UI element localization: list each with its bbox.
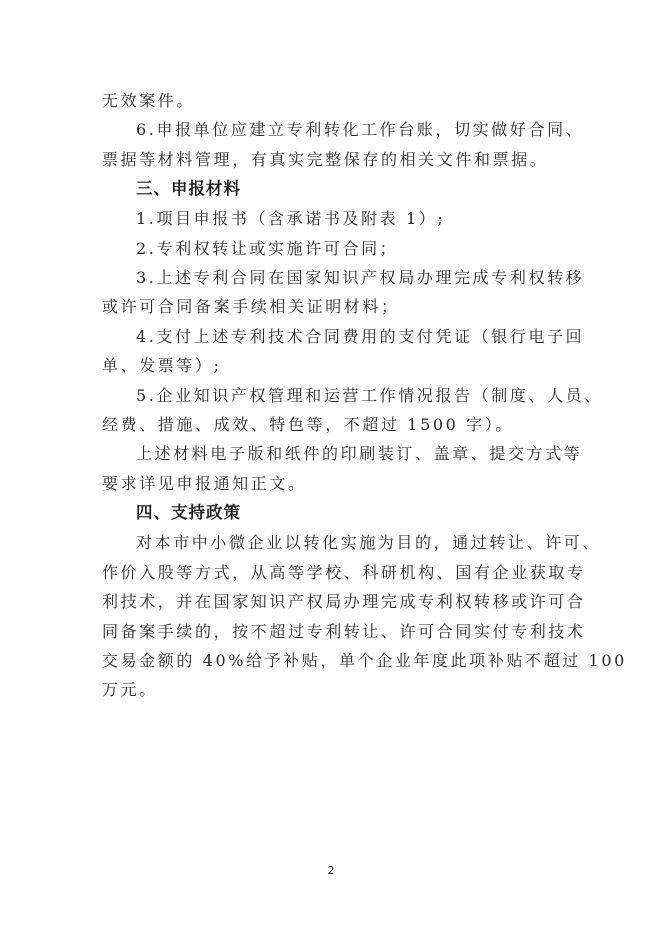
paragraph-material-1 [102, 204, 562, 233]
text-line: 2.专利权转让或实施许可合同； [136, 238, 399, 258]
text-line: 万元。 [102, 680, 158, 700]
text-line: 无效案件。 [102, 91, 196, 110]
paragraph-submission-requirements [102, 439, 583, 498]
text-line: 交易金额的 40%给予补贴，单个企业年度此项补贴不超过 100 [102, 650, 627, 670]
document-body [102, 86, 627, 705]
text-line: 对本市中小微企业以转化实施为目的，通过转让、许可、 [136, 533, 602, 553]
paragraph-item-6-ledger [102, 115, 585, 174]
section-heading-support-policy: 四、支持政策 [136, 503, 241, 523]
text-line: 要求详见申报通知正文。 [102, 473, 307, 493]
text-line: 1.项目申报书（含承诺书及附表 1）; [136, 209, 446, 229]
paragraph-material-3 [102, 263, 585, 322]
page-number: 2 [327, 864, 335, 877]
paragraph-material-5 [102, 381, 603, 440]
text-line: 单、发票等）; [102, 356, 222, 376]
text-line: 作价入股等方式，从高等学校、科研机构、国有企业获取专 [102, 562, 586, 582]
text-line: 经费、措施、成效、特色等，不超过 1500 字）。 [102, 415, 514, 435]
text-line: 利技术，并在国家知识产权局办理完成专利权转移或许可合 [102, 592, 586, 612]
text-line: 6.申报单位应建立专利转化工作台账，切实做好合同、 [136, 120, 585, 140]
paragraph-support-policy [102, 528, 627, 704]
text-line: 同备案手续的，按不超过专利转让、许可合同实付专利技术 [102, 621, 586, 641]
text-line: 3.上述专利合同在国家知识产权局办理完成专利权转移 [136, 268, 585, 288]
text-line: 5.企业知识产权管理和运营工作情况报告（制度、人员、 [136, 385, 603, 405]
paragraph-material-2 [102, 234, 562, 263]
text-line: 或许可合同备案手续相关证明材料； [102, 297, 400, 317]
paragraph-invalid-cases [102, 86, 562, 115]
text-line: 票据等材料管理，有真实完整保存的相关文件和票据。 [102, 149, 549, 169]
section-heading-application-materials: 三、申报材料 [136, 179, 241, 199]
text-line: 上述材料电子版和纸件的印刷装订、盖章、提交方式等 [136, 444, 583, 464]
text-line: 4.支付上述专利技术合同费用的支付凭证（银行电子回 [136, 326, 585, 346]
paragraph-material-4 [102, 322, 585, 381]
